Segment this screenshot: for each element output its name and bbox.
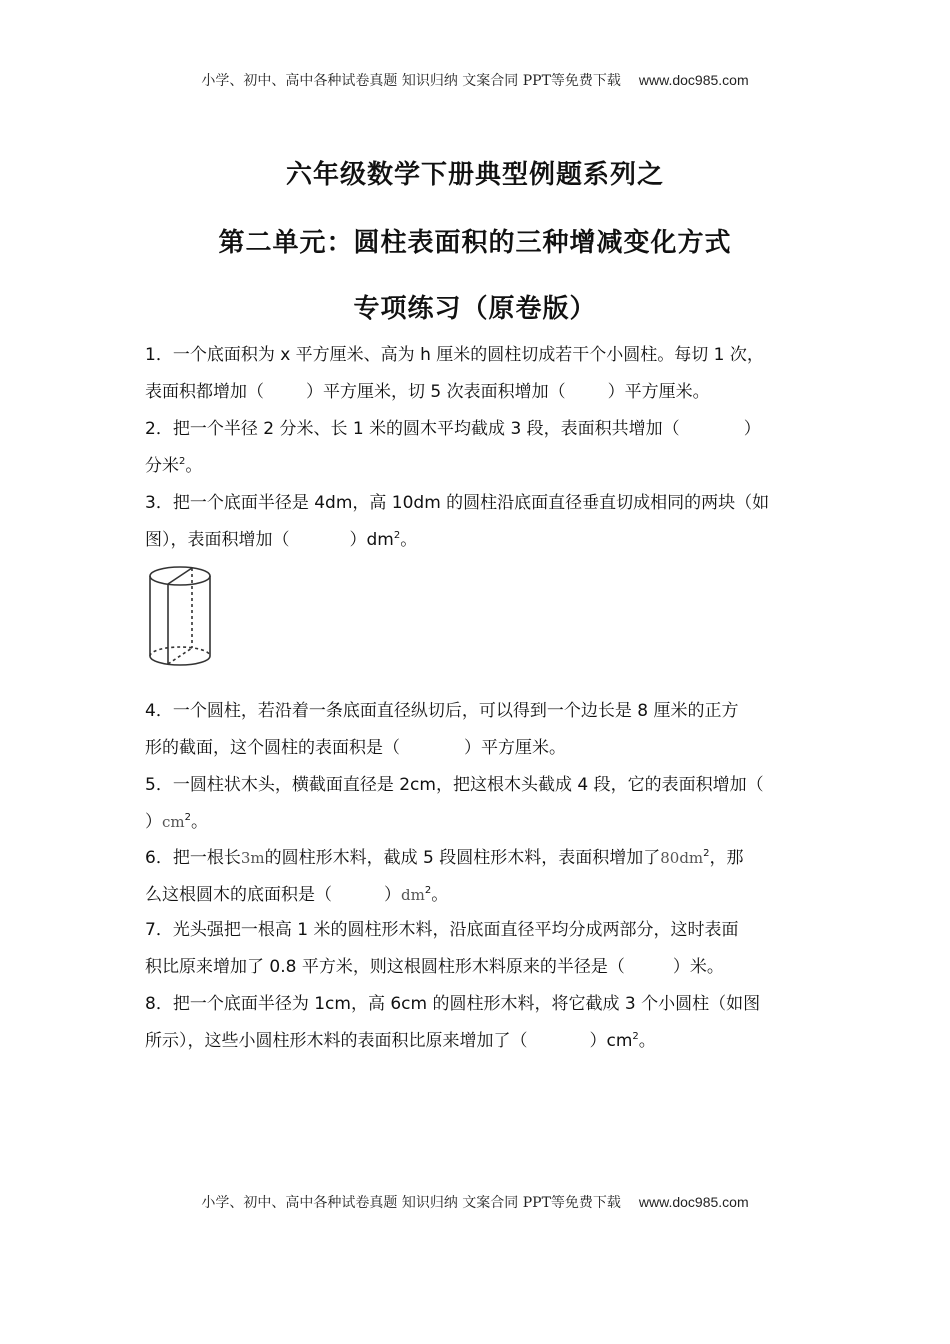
page-footer (0, 1192, 950, 1212)
header-text: 小学、初中、高中各种试卷真题 知识归纳 文案合同 PPT等免费下载 (201, 73, 621, 89)
question-6: 6．把一根长3m的圆柱形木料，截成 5 段圆柱形木料，表面积增加了$80dm^2$，那 么这根圆木的底面积是（ ）$dm^2$。 (145, 848, 744, 905)
cylinder-bottom-front (150, 656, 210, 665)
title-line-2: 第二单元：圆柱表面积的三种增减变化方式 (218, 228, 732, 258)
cut-bottom-diameter (168, 648, 192, 664)
cut-top-diameter (168, 568, 192, 584)
cylinder-cut-figure (140, 562, 220, 672)
title-line-1: 六年级数学下册典型例题系列之 (285, 160, 664, 190)
question-1: 1．一个底面积为 x 平方厘米、高为 h 厘米的圆柱切成若干个小圆柱。每切 1 次， 表面积都增加（ ）平方厘米，切 5 次表面积增加（ ）平方厘米。 (145, 345, 764, 402)
footer-text: 小学、初中、高中各种试卷真题 知识归纳 文案合同 PPT等免费下载 (201, 1195, 621, 1211)
question-8: 8．把一个底面半径为 1cm，高 6cm 的圆柱形木料，将它截成 3 个小圆柱（如图 所示），这些小圆柱形木料的表面积比原来增加了（ ）$cm^2$。 (145, 994, 761, 1051)
page-header (0, 70, 950, 90)
footer-site[interactable]: www.doc985.com (638, 1194, 749, 1210)
header-site[interactable]: www.doc985.com (638, 72, 749, 88)
question-2: 2．把一个半径 2 分米、长 1 米的圆木平均截成 3 段，表面积共增加（ ） 分米$^2$。 (145, 419, 761, 476)
question-3: 3．把一个底面半径是 4dm，高 10dm 的圆柱沿底面直径垂直切成相同的两块（如 图），表面积增加（ ）$dm^2$。 (145, 493, 770, 550)
question-4: 4．一个圆柱，若沿着一条底面直径纵切后，可以得到一个边长是 8 厘米的正方 形的截面，这个圆柱的表面积是（ ）平方厘米。 (145, 701, 739, 758)
question-5: 5．一圆柱状木头，横截面直径是 2cm，把这根木头截成 4 段，它的表面积增加（ ）$cm^2$。 (145, 775, 764, 832)
question-7: 7．光头强把一根高 1 米的圆柱形木料，沿底面直径平均分成两部分，这时表面 积比原来增加了 0.8 平方米，则这根圆柱形木料原来的半径是（ ）米。 (145, 920, 739, 977)
cylinder-bottom-back (150, 647, 210, 656)
title-line-3: 专项练习（原卷版） (353, 294, 597, 324)
